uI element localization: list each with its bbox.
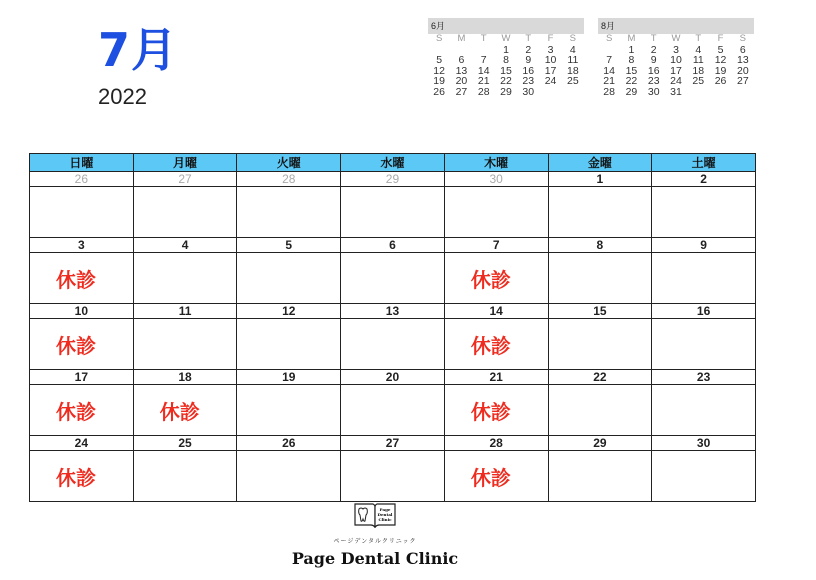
mini-weekday-label: S — [605, 33, 613, 44]
mini-day: 29 — [500, 85, 512, 98]
mini-day — [687, 87, 709, 98]
mini-day: 16 — [647, 64, 660, 77]
mini-day: 5 — [717, 43, 724, 56]
logo-badge-line2: Dental — [377, 512, 393, 517]
mini-day: 10 — [670, 54, 682, 66]
date-number: 22 — [548, 370, 652, 385]
mini-weekday-label: T — [480, 33, 487, 44]
date-number: 13 — [341, 304, 445, 319]
mini-day: 21 — [477, 75, 490, 87]
mini-day: 18 — [692, 64, 705, 77]
mini-day: 15 — [500, 64, 512, 77]
closed-label: 休診 — [470, 465, 511, 490]
mini-day: 21 — [603, 75, 615, 87]
clinic-name-kana: ページデンタルクリニック — [333, 539, 417, 545]
mini-day: 23 — [647, 75, 660, 87]
day-cell — [652, 253, 756, 304]
date-number: 15 — [548, 304, 652, 319]
mini-day: 25 — [567, 75, 579, 87]
day-cell — [341, 385, 445, 436]
mini-day: 6 — [458, 54, 465, 66]
mini-day: 25 — [692, 75, 705, 87]
mini-weekday-label: W — [671, 33, 681, 44]
mini-day: 24 — [544, 75, 557, 87]
mini-day: 28 — [603, 85, 615, 98]
mini-day: 12 — [433, 64, 445, 77]
mini-weekday-label: S — [739, 33, 747, 44]
date-number-row — [30, 304, 756, 319]
date-number: 9 — [652, 238, 756, 253]
day-cell — [237, 253, 341, 304]
mini-day: 12 — [714, 54, 727, 66]
date-number: 10 — [30, 304, 134, 319]
mini-weekday-label: T — [695, 33, 702, 44]
mini-day: 23 — [522, 75, 535, 87]
weekday-header-row — [30, 154, 756, 172]
mini-day: 27 — [737, 75, 749, 87]
date-number: 17 — [30, 370, 134, 385]
weekday-header: 木曜 — [444, 154, 548, 172]
day-cell — [133, 385, 237, 436]
mini-calendar-june — [428, 18, 584, 97]
day-cell — [133, 253, 237, 304]
mini-day: 13 — [455, 64, 468, 77]
date-number: 6 — [341, 238, 445, 253]
day-cell — [30, 253, 134, 304]
mini-day: 14 — [603, 64, 615, 77]
day-cell — [133, 451, 237, 502]
mini-day: 29 — [625, 85, 638, 98]
mini-day: 11 — [567, 54, 579, 66]
day-cell — [652, 451, 756, 502]
mini-day: 5 — [436, 54, 443, 66]
mini-weekday-label: F — [547, 33, 554, 44]
day-cell — [133, 187, 237, 238]
weekday-header: 金曜 — [548, 154, 652, 172]
adjacent-month-date: 29 — [341, 172, 445, 187]
mini-day: 8 — [503, 54, 509, 66]
closed-label: 休診 — [56, 399, 96, 424]
mini-weekday-label: T — [650, 33, 657, 44]
clinic-name: Page Dental Clinic — [291, 549, 459, 568]
mini-day: 14 — [477, 64, 490, 77]
logo-badge-line1: Page — [379, 507, 391, 512]
weekday-header: 水曜 — [341, 154, 445, 172]
mini-day: 19 — [714, 64, 727, 77]
mini-day: 6 — [739, 43, 746, 56]
date-number: 7 — [444, 238, 548, 253]
day-cell — [237, 187, 341, 238]
tooth-book-logo-icon — [352, 502, 398, 528]
day-cell-row — [30, 319, 756, 370]
closed-label: 休診 — [159, 399, 200, 424]
date-number: 18 — [133, 370, 237, 385]
mini-weekday-label: S — [569, 33, 577, 44]
day-cell — [652, 187, 756, 238]
day-cell — [548, 187, 652, 238]
date-number: 2 — [652, 172, 756, 187]
day-cell — [548, 385, 652, 436]
mini-day: 24 — [670, 75, 682, 87]
mini-day: 4 — [695, 43, 702, 56]
mini-day: 19 — [433, 75, 445, 87]
mini-day — [709, 87, 731, 98]
mini-day: 7 — [480, 54, 487, 66]
date-number-row — [30, 370, 756, 385]
date-number: 12 — [237, 304, 341, 319]
mini-day — [539, 87, 561, 98]
date-number: 20 — [341, 370, 445, 385]
date-number-row — [30, 238, 756, 253]
mini-day: 10 — [544, 54, 557, 66]
mini-day: 9 — [650, 54, 657, 66]
day-cell — [341, 451, 445, 502]
date-number: 19 — [237, 370, 341, 385]
mini-day: 16 — [522, 64, 535, 77]
mini-day: 30 — [522, 85, 535, 98]
date-number: 26 — [237, 436, 341, 451]
adjacent-month-date: 26 — [30, 172, 134, 187]
mini-day: 26 — [433, 85, 445, 98]
mini-weekday-label: T — [525, 33, 532, 44]
mini-day: 7 — [606, 54, 613, 66]
day-cell — [237, 451, 341, 502]
date-number: 24 — [30, 436, 134, 451]
day-cell-row — [30, 451, 756, 502]
date-number: 25 — [133, 436, 237, 451]
mini-day: 30 — [647, 85, 660, 98]
day-cell — [30, 187, 134, 238]
weekday-header: 火曜 — [237, 154, 341, 172]
day-cell-row — [30, 253, 756, 304]
adjacent-month-date: 30 — [444, 172, 548, 187]
closed-label: 休診 — [56, 267, 96, 292]
date-number: 30 — [652, 436, 756, 451]
mini-day: 2 — [525, 43, 532, 56]
mini-day — [562, 87, 584, 98]
mini-day: 1 — [503, 43, 509, 56]
day-cell — [237, 385, 341, 436]
mini-weekday-label: M — [457, 33, 466, 44]
date-number: 28 — [444, 436, 548, 451]
mini-day: 13 — [737, 54, 749, 66]
day-cell — [237, 319, 341, 370]
mini-day: 17 — [544, 64, 557, 77]
weekday-header: 月曜 — [133, 154, 237, 172]
date-number: 27 — [341, 436, 445, 451]
mini-day: 18 — [567, 64, 579, 77]
day-cell — [444, 319, 548, 370]
mini-weekday-label: S — [435, 33, 443, 44]
weekday-header: 日曜 — [30, 154, 134, 172]
day-cell-row — [30, 385, 756, 436]
mini-day: 15 — [625, 64, 638, 77]
mini-day: 2 — [650, 43, 657, 56]
mini-day — [732, 87, 754, 98]
date-number: 4 — [133, 238, 237, 253]
month-calendar-grid — [29, 153, 756, 502]
closed-label: 休診 — [470, 333, 511, 358]
mini-day: 28 — [477, 85, 490, 98]
day-cell — [548, 319, 652, 370]
mini-day: 4 — [569, 43, 576, 56]
day-cell — [30, 451, 134, 502]
year-label: 2022 — [98, 84, 147, 109]
date-number-row — [30, 172, 756, 187]
date-number: 14 — [444, 304, 548, 319]
mini-day: 22 — [625, 75, 638, 87]
day-cell-row — [30, 187, 756, 238]
date-number: 23 — [652, 370, 756, 385]
closed-label: 休診 — [470, 399, 511, 424]
date-number: 29 — [548, 436, 652, 451]
day-cell — [341, 319, 445, 370]
date-number: 3 — [30, 238, 134, 253]
day-cell — [652, 385, 756, 436]
day-cell — [30, 319, 134, 370]
mini-day: 9 — [525, 54, 532, 66]
day-cell — [133, 319, 237, 370]
mini-day: 22 — [500, 75, 512, 87]
mini-day: 26 — [714, 75, 727, 87]
mini-calendar-month-label: 8月 — [598, 18, 754, 34]
closed-label: 休診 — [56, 333, 96, 358]
date-number: 11 — [133, 304, 237, 319]
closed-label: 休診 — [56, 465, 96, 490]
mini-day: 17 — [670, 64, 682, 77]
date-number: 1 — [548, 172, 652, 187]
closed-label: 休診 — [470, 267, 511, 292]
mini-day: 31 — [670, 85, 682, 98]
day-cell — [444, 187, 548, 238]
mini-calendar-month-label: 6月 — [428, 18, 584, 34]
day-cell — [548, 253, 652, 304]
date-number: 16 — [652, 304, 756, 319]
mini-day: 8 — [628, 54, 635, 66]
date-number: 5 — [237, 238, 341, 253]
day-cell — [444, 253, 548, 304]
mini-weekday-label: F — [717, 33, 724, 44]
day-cell — [30, 385, 134, 436]
mini-day: 3 — [673, 43, 679, 56]
month-title: 7月 — [98, 23, 179, 77]
logo-badge-line3: Clinic — [378, 517, 392, 522]
day-cell — [444, 451, 548, 502]
day-cell — [548, 451, 652, 502]
mini-day: 27 — [455, 85, 468, 98]
mini-day: 11 — [692, 54, 704, 66]
weekday-header: 土曜 — [652, 154, 756, 172]
mini-day: 3 — [547, 43, 554, 56]
mini-day: 1 — [628, 43, 635, 56]
day-cell — [652, 319, 756, 370]
mini-weekday-label: W — [501, 33, 511, 44]
date-number: 21 — [444, 370, 548, 385]
clinic-logo — [285, 502, 465, 568]
day-cell — [341, 253, 445, 304]
adjacent-month-date: 28 — [237, 172, 341, 187]
date-number-row — [30, 436, 756, 451]
date-number: 8 — [548, 238, 652, 253]
mini-weekday-label: M — [627, 33, 636, 44]
day-cell — [444, 385, 548, 436]
mini-day: 20 — [737, 64, 749, 77]
day-cell — [341, 187, 445, 238]
adjacent-month-date: 27 — [133, 172, 237, 187]
mini-calendar-august — [598, 18, 754, 97]
mini-day: 20 — [455, 75, 468, 87]
